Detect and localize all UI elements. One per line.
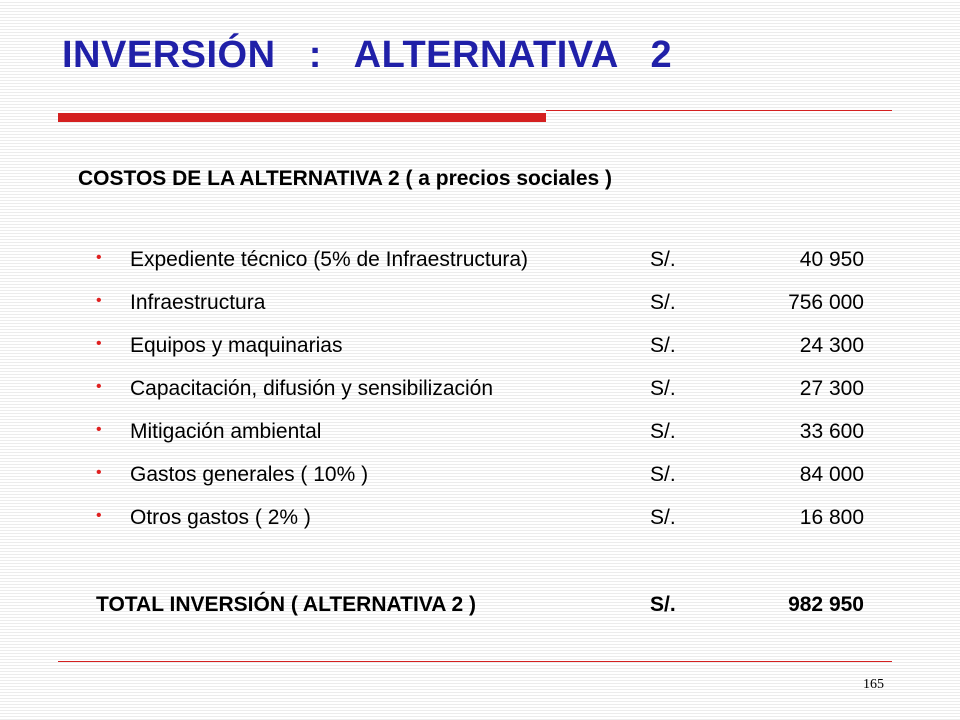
- cost-item-label: Infraestructura: [130, 291, 266, 314]
- section-heading: COSTOS DE LA ALTERNATIVA 2 ( a precios sociales ): [78, 167, 613, 190]
- total-currency: S/.: [650, 593, 676, 616]
- cost-item-currency: S/.: [650, 334, 676, 357]
- bullet-icon: •: [96, 335, 102, 352]
- cost-item-amount: 756 000: [788, 291, 864, 314]
- cost-list: [0, 248, 960, 549]
- cost-item-currency: S/.: [650, 291, 676, 314]
- cost-item-label: Mitigación ambiental: [130, 420, 322, 443]
- total-label: TOTAL INVERSIÓN ( ALTERNATIVA 2 ): [96, 593, 476, 616]
- bullet-icon: •: [96, 421, 102, 438]
- cost-item-currency: S/.: [650, 377, 676, 400]
- cost-item-amount: 16 800: [799, 506, 864, 529]
- cost-item-currency: S/.: [650, 248, 676, 271]
- bullet-icon: •: [96, 292, 102, 309]
- bullet-icon: •: [96, 378, 102, 395]
- cost-item: [0, 334, 960, 377]
- cost-item-label: Equipos y maquinarias: [130, 334, 343, 357]
- bullet-icon: •: [96, 507, 102, 524]
- title-underline-thick: [58, 113, 546, 122]
- cost-item-amount: 40 950: [799, 248, 864, 271]
- title-underline-thin: [546, 110, 892, 111]
- cost-item: [0, 420, 960, 463]
- cost-item-currency: S/.: [650, 506, 676, 529]
- cost-item: [0, 291, 960, 334]
- total-row: [0, 593, 960, 623]
- cost-item-amount: 33 600: [799, 420, 864, 443]
- cost-item: [0, 248, 960, 291]
- total-amount: 982 950: [788, 593, 864, 616]
- cost-item-label: Otros gastos ( 2% ): [130, 506, 311, 529]
- cost-item-label: Gastos generales ( 10% ): [130, 463, 369, 486]
- cost-item-label: Expediente técnico (5% de Infraestructura): [130, 248, 529, 271]
- page-number: 165: [863, 677, 884, 692]
- cost-item-label: Capacitación, difusión y sensibilización: [130, 377, 494, 400]
- cost-item-amount: 24 300: [799, 334, 864, 357]
- cost-item-amount: 84 000: [799, 463, 864, 486]
- cost-item-currency: S/.: [650, 420, 676, 443]
- bullet-icon: •: [96, 249, 102, 266]
- slide-title: INVERSIÓN : ALTERNATIVA 2: [62, 34, 673, 76]
- cost-item: [0, 463, 960, 506]
- footer-divider: [58, 661, 892, 662]
- bullet-icon: •: [96, 464, 102, 481]
- cost-item-amount: 27 300: [799, 377, 864, 400]
- cost-item: [0, 377, 960, 420]
- cost-item-currency: S/.: [650, 463, 676, 486]
- cost-item: [0, 506, 960, 549]
